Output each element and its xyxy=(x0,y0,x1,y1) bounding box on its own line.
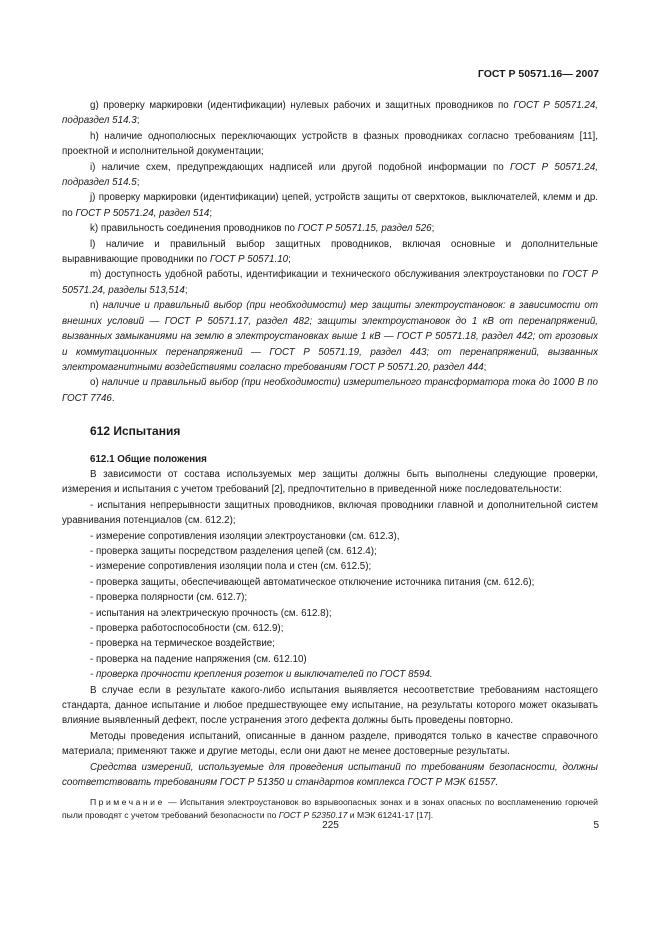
list-item-h-part: h) наличие однополюсных переключающих устройств в фазных проводниках согласно требованиям [11], проектной и исполнительной документации; xyxy=(62,130,598,158)
list-item-l xyxy=(62,237,598,268)
list-item-j-part: ; xyxy=(209,207,213,219)
test-list-item: - проверка работоспособности (см. 612.9); xyxy=(90,623,284,634)
list-item-i-part: ; xyxy=(136,177,140,189)
test-list-item-last: - проверка прочности крепления розеток и выключателей по ГОСТ 8594. xyxy=(90,669,433,681)
list-item-k-part: k) правильность соединения проводников по xyxy=(90,223,298,235)
list-item-h xyxy=(62,129,598,160)
test-list-item: - измерение сопротивления изоляции электроустановки (см. 612.3), xyxy=(90,530,400,542)
list-item-i xyxy=(62,160,598,191)
list-item-m-part: m) доступность удобной работы, идентификации и технического обслуживания электроустановки по xyxy=(90,269,563,281)
note-text-b: и МЭК 61241-17 [17]. xyxy=(347,810,434,821)
note-label: Примечание xyxy=(90,797,165,808)
list-item-m-part: ; xyxy=(184,284,188,296)
list-item-o-part: . xyxy=(111,392,115,404)
methods-paragraph: Методы проведения испытаний, описанные в данном разделе, приводятся только в качестве справочного материала; применяют также и другие методы, если они дают не менее достоверные результаты. xyxy=(62,730,598,758)
document-header-code: ГОСТ Р 50571.16— 2007 xyxy=(477,68,599,80)
test-list-item: - проверка на термическое воздействие; xyxy=(90,638,275,650)
list-item-k-part: ; xyxy=(431,223,435,235)
subsection-title: 612.1 Общие положения xyxy=(90,453,207,465)
test-list-item: - проверка полярности (см. 612.7); xyxy=(90,592,248,604)
list-item-n-part: наличие и правильный выбор (при необходимости) мер защиты электроустановок: в зависимости от внешних условий — ГОСТ Р 50571.17, раздел 482; защиты электроустановок до 1 кВ от перенапряжений, вызванных замыканиями на землю в электроустановках выше 1 кВ — ГОСТ Р 50571.18, раздел 442; от грозовых и коммутационных перенапряжений — ГОСТ Р 50571.19, раздел 443; от перенапряжений, вызванных электромагнитными воздействиями согласно требованиям ГОСТ Р 50571.20, раздел 444 xyxy=(62,300,598,373)
test-list-item: - измерение сопротивления изоляции пола и стен (см. 612.5); xyxy=(90,561,372,573)
list-item-n xyxy=(62,298,598,375)
note-reference: ГОСТ Р 52350.17 xyxy=(278,810,348,821)
list-item-i-part: ГОСТ Р 50571.24, подраздел 514.5 xyxy=(62,161,599,189)
instruments-paragraph: Средства измерений, используемые для проведения испытаний по требованиям безопасности, должны соответствовать требованиям ГОСТ Р 51350 и стандартов комплекса ГОСТ Р МЭК 61557. xyxy=(62,761,598,789)
list-item-j xyxy=(62,190,598,221)
test-list-item: - проверка защиты посредством разделения цепей (см. 612.4); xyxy=(90,545,377,557)
failure-paragraph: В случае если в результате какого-либо испытания выявляется несоответствие требованиям настоящего стандарта, данное испытание и любое предшествующее ему испытание, на результаты которого может оказывать влияние выявленный дефект, после устранения этого дефекта должны быть проведены повторно. xyxy=(62,684,598,727)
list-item-k xyxy=(62,221,598,236)
list-item-l-part: l) наличие и правильный выбор защитных проводников, включая основные и дополнительные выравнивающие проводники по xyxy=(62,238,598,266)
test-list xyxy=(62,498,598,667)
list-item-l-part: ГОСТ Р 50571.10 xyxy=(209,254,289,266)
test-list-item: - проверка на падение напряжения (см. 612.10) xyxy=(90,653,307,665)
list-item-o xyxy=(62,375,598,406)
list-item-g-part: ; xyxy=(136,115,140,127)
list-item-j-part: ГОСТ Р 50571.24, раздел 514 xyxy=(75,207,210,219)
test-list-item: - испытания на электрическую прочность (см. 612.8); xyxy=(90,607,332,619)
list-item-n-part: ; xyxy=(483,361,487,373)
page-number: 225 xyxy=(322,820,339,831)
list-item-j-part: j) проверку маркировки (идентификации) цепей, устройств защиты от сверхтоков, выключателей, клемм и др. по xyxy=(62,192,598,219)
list-item-o-part: о) xyxy=(90,377,102,389)
list-item-l-part: ; xyxy=(288,254,291,266)
intro-paragraph: В зависимости от состава используемых мер защиты должны быть выполнены следующие проверки, измерения и испытания с учетом требований [2], предпочтительно в приведенной ниже последовательности: xyxy=(62,468,598,496)
test-list-item: - проверка защиты, обеспечивающей автоматическое отключение источника питания (см. 612.6); xyxy=(90,576,535,588)
sheet-number: 5 xyxy=(593,820,599,831)
page-body xyxy=(62,98,598,822)
note-paragraph xyxy=(62,796,598,822)
inspection-list xyxy=(62,98,598,406)
list-item-g-part: g) проверку маркировки (идентификации) нулевых рабочих и защитных проводников по xyxy=(90,100,514,111)
list-item-n-part: n) xyxy=(90,300,103,312)
test-list-item: - испытания непрерывности защитных проводников, включая проводники главной и дополнительной систем уравнивания потенциалов (см. 612.2); xyxy=(62,499,598,527)
list-item-m xyxy=(62,267,598,298)
list-item-k-part: ГОСТ Р 50571.15, раздел 526 xyxy=(297,223,432,235)
list-item-m-part: ГОСТ Р 50571.24, разделы 513,514 xyxy=(62,269,599,296)
section-title: 612 Испытания xyxy=(90,424,181,439)
note-text-a: — Испытания электроустановок во взрывоопасных зонах и в зонах опасных по воспламенению горючей пыли проводят с учетом требований безопасности по xyxy=(62,797,598,821)
list-item-g xyxy=(62,98,598,129)
list-item-i-part: i) наличие схем, предупреждающих надписей или другой подобной информации по xyxy=(90,161,510,173)
list-item-o-part: наличие и правильный выбор (при необходимости) измерительного трансформатора тока до 1000 В по ГОСТ 7746 xyxy=(62,377,599,404)
list-item-g-part: ГОСТ Р 50571.24, подраздел 514.3 xyxy=(62,100,598,127)
